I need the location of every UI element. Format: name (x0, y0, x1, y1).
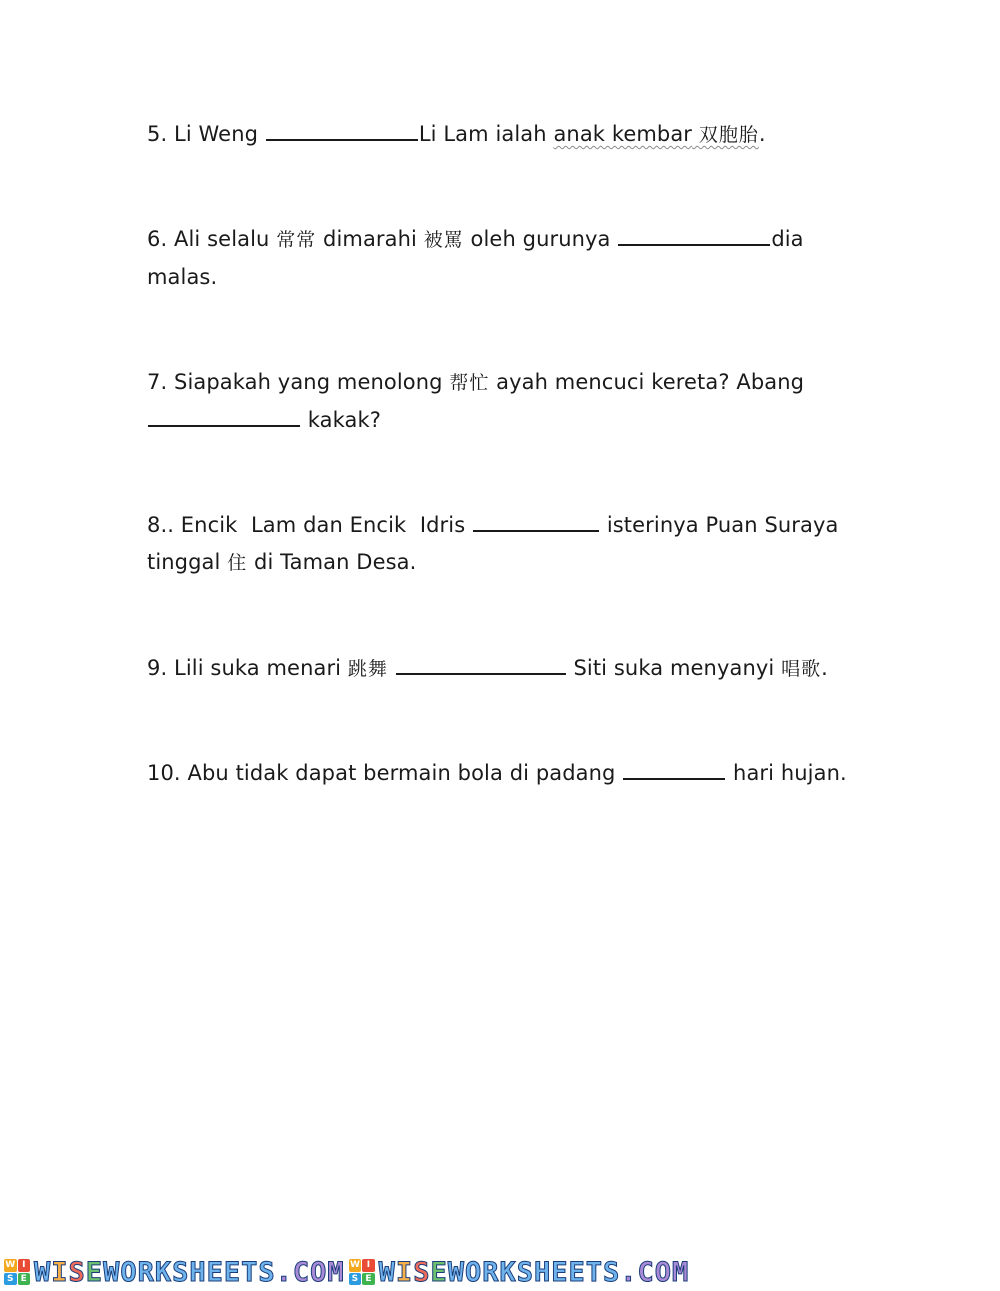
brand-segment: S (68, 1256, 86, 1288)
brand-mark-2 (349, 1257, 690, 1288)
logo-letter: W (349, 1260, 360, 1270)
chinese-translation: 帮忙 (449, 372, 490, 394)
footer-brand-banner (0, 1256, 1000, 1288)
answer-blank-6[interactable] (618, 224, 770, 246)
question-text-line2: di Taman Desa. (254, 550, 417, 574)
logo-letter: S (349, 1273, 362, 1286)
spellcheck-underlined-text (553, 122, 758, 146)
answer-blank-7[interactable] (148, 405, 300, 427)
answer-blank-8[interactable] (473, 510, 599, 532)
question-text: isterinya Puan Suraya (606, 513, 839, 537)
underlined-phrase: anak kembar (553, 122, 693, 146)
question-end: . (758, 122, 766, 146)
question-9 (147, 650, 867, 688)
chinese-translation: 常常 (276, 229, 317, 251)
question-6 (147, 221, 867, 296)
question-text: ayah mencuci kereta? Abang (496, 370, 805, 394)
brand-segment: S (413, 1256, 431, 1288)
question-text-line2: malas. (147, 265, 218, 289)
brand-segment: I (51, 1256, 69, 1288)
brand-segment: WORKSHEETS (447, 1256, 621, 1288)
question-text: Abu tidak dapat bermain bola di padang (187, 761, 616, 785)
question-text: hari hujan. (733, 761, 847, 785)
logo-letter: E (18, 1273, 31, 1286)
brand-segment: I (395, 1256, 414, 1288)
brand-segment: E (430, 1256, 448, 1288)
wise-logo-icon (349, 1259, 375, 1285)
question-text: dia (771, 227, 804, 251)
question-text: Siapakah yang menolong (174, 370, 443, 394)
logo-letter: S (4, 1273, 17, 1286)
brand-segment: .COM (620, 1256, 690, 1288)
question-text: Siti suka menyanyi (573, 656, 775, 680)
brand-wordmark (34, 1257, 345, 1288)
question-number: 6. (147, 227, 168, 251)
question-end: . (821, 656, 828, 680)
question-number: 9. (147, 656, 168, 680)
chinese-translation: 住 (227, 552, 248, 574)
question-number: 5. (147, 122, 168, 146)
answer-blank-5[interactable] (266, 119, 418, 141)
logo-letter: E (362, 1273, 375, 1286)
brand-segment: W (378, 1256, 396, 1288)
brand-segment: .COM (275, 1256, 345, 1288)
chinese-translation: 唱歌 (781, 658, 822, 680)
question-number: 8. (147, 513, 168, 537)
question-5 (147, 116, 867, 154)
question-text: Li Lam ialah (418, 122, 547, 146)
chinese-translation: 被罵 (423, 229, 464, 251)
logo-letter: I (18, 1259, 31, 1272)
chinese-translation: 双胞胎 (698, 124, 759, 146)
wise-logo-icon (4, 1259, 30, 1285)
question-text: Ali selalu (174, 227, 270, 251)
brand-segment: W (34, 1256, 52, 1288)
brand-segment: WORKSHEETS (103, 1256, 276, 1288)
answer-blank-10[interactable] (623, 758, 725, 780)
answer-blank-9[interactable] (396, 653, 566, 675)
logo-letter: W (5, 1260, 16, 1270)
question-7 (147, 364, 867, 439)
question-text-line2: kakak? (307, 408, 382, 432)
brand-segment: E (85, 1256, 104, 1288)
chinese-translation: 跳舞 (347, 658, 388, 680)
question-10 (147, 755, 867, 792)
question-text: oleh gurunya (470, 227, 611, 251)
brand-mark-1 (4, 1257, 345, 1288)
question-8 (147, 507, 867, 582)
question-text-line2: tinggal (147, 550, 221, 574)
question-text: dimarahi (323, 227, 417, 251)
question-number: 10. (147, 761, 181, 785)
question-number: 7. (147, 370, 168, 394)
brand-wordmark (379, 1257, 690, 1288)
question-text: Li Weng (174, 122, 259, 146)
question-text: . Encik Lam dan Encik Idris (167, 513, 466, 537)
question-text: Lili suka menari (174, 656, 342, 680)
logo-letter: I (362, 1259, 375, 1272)
